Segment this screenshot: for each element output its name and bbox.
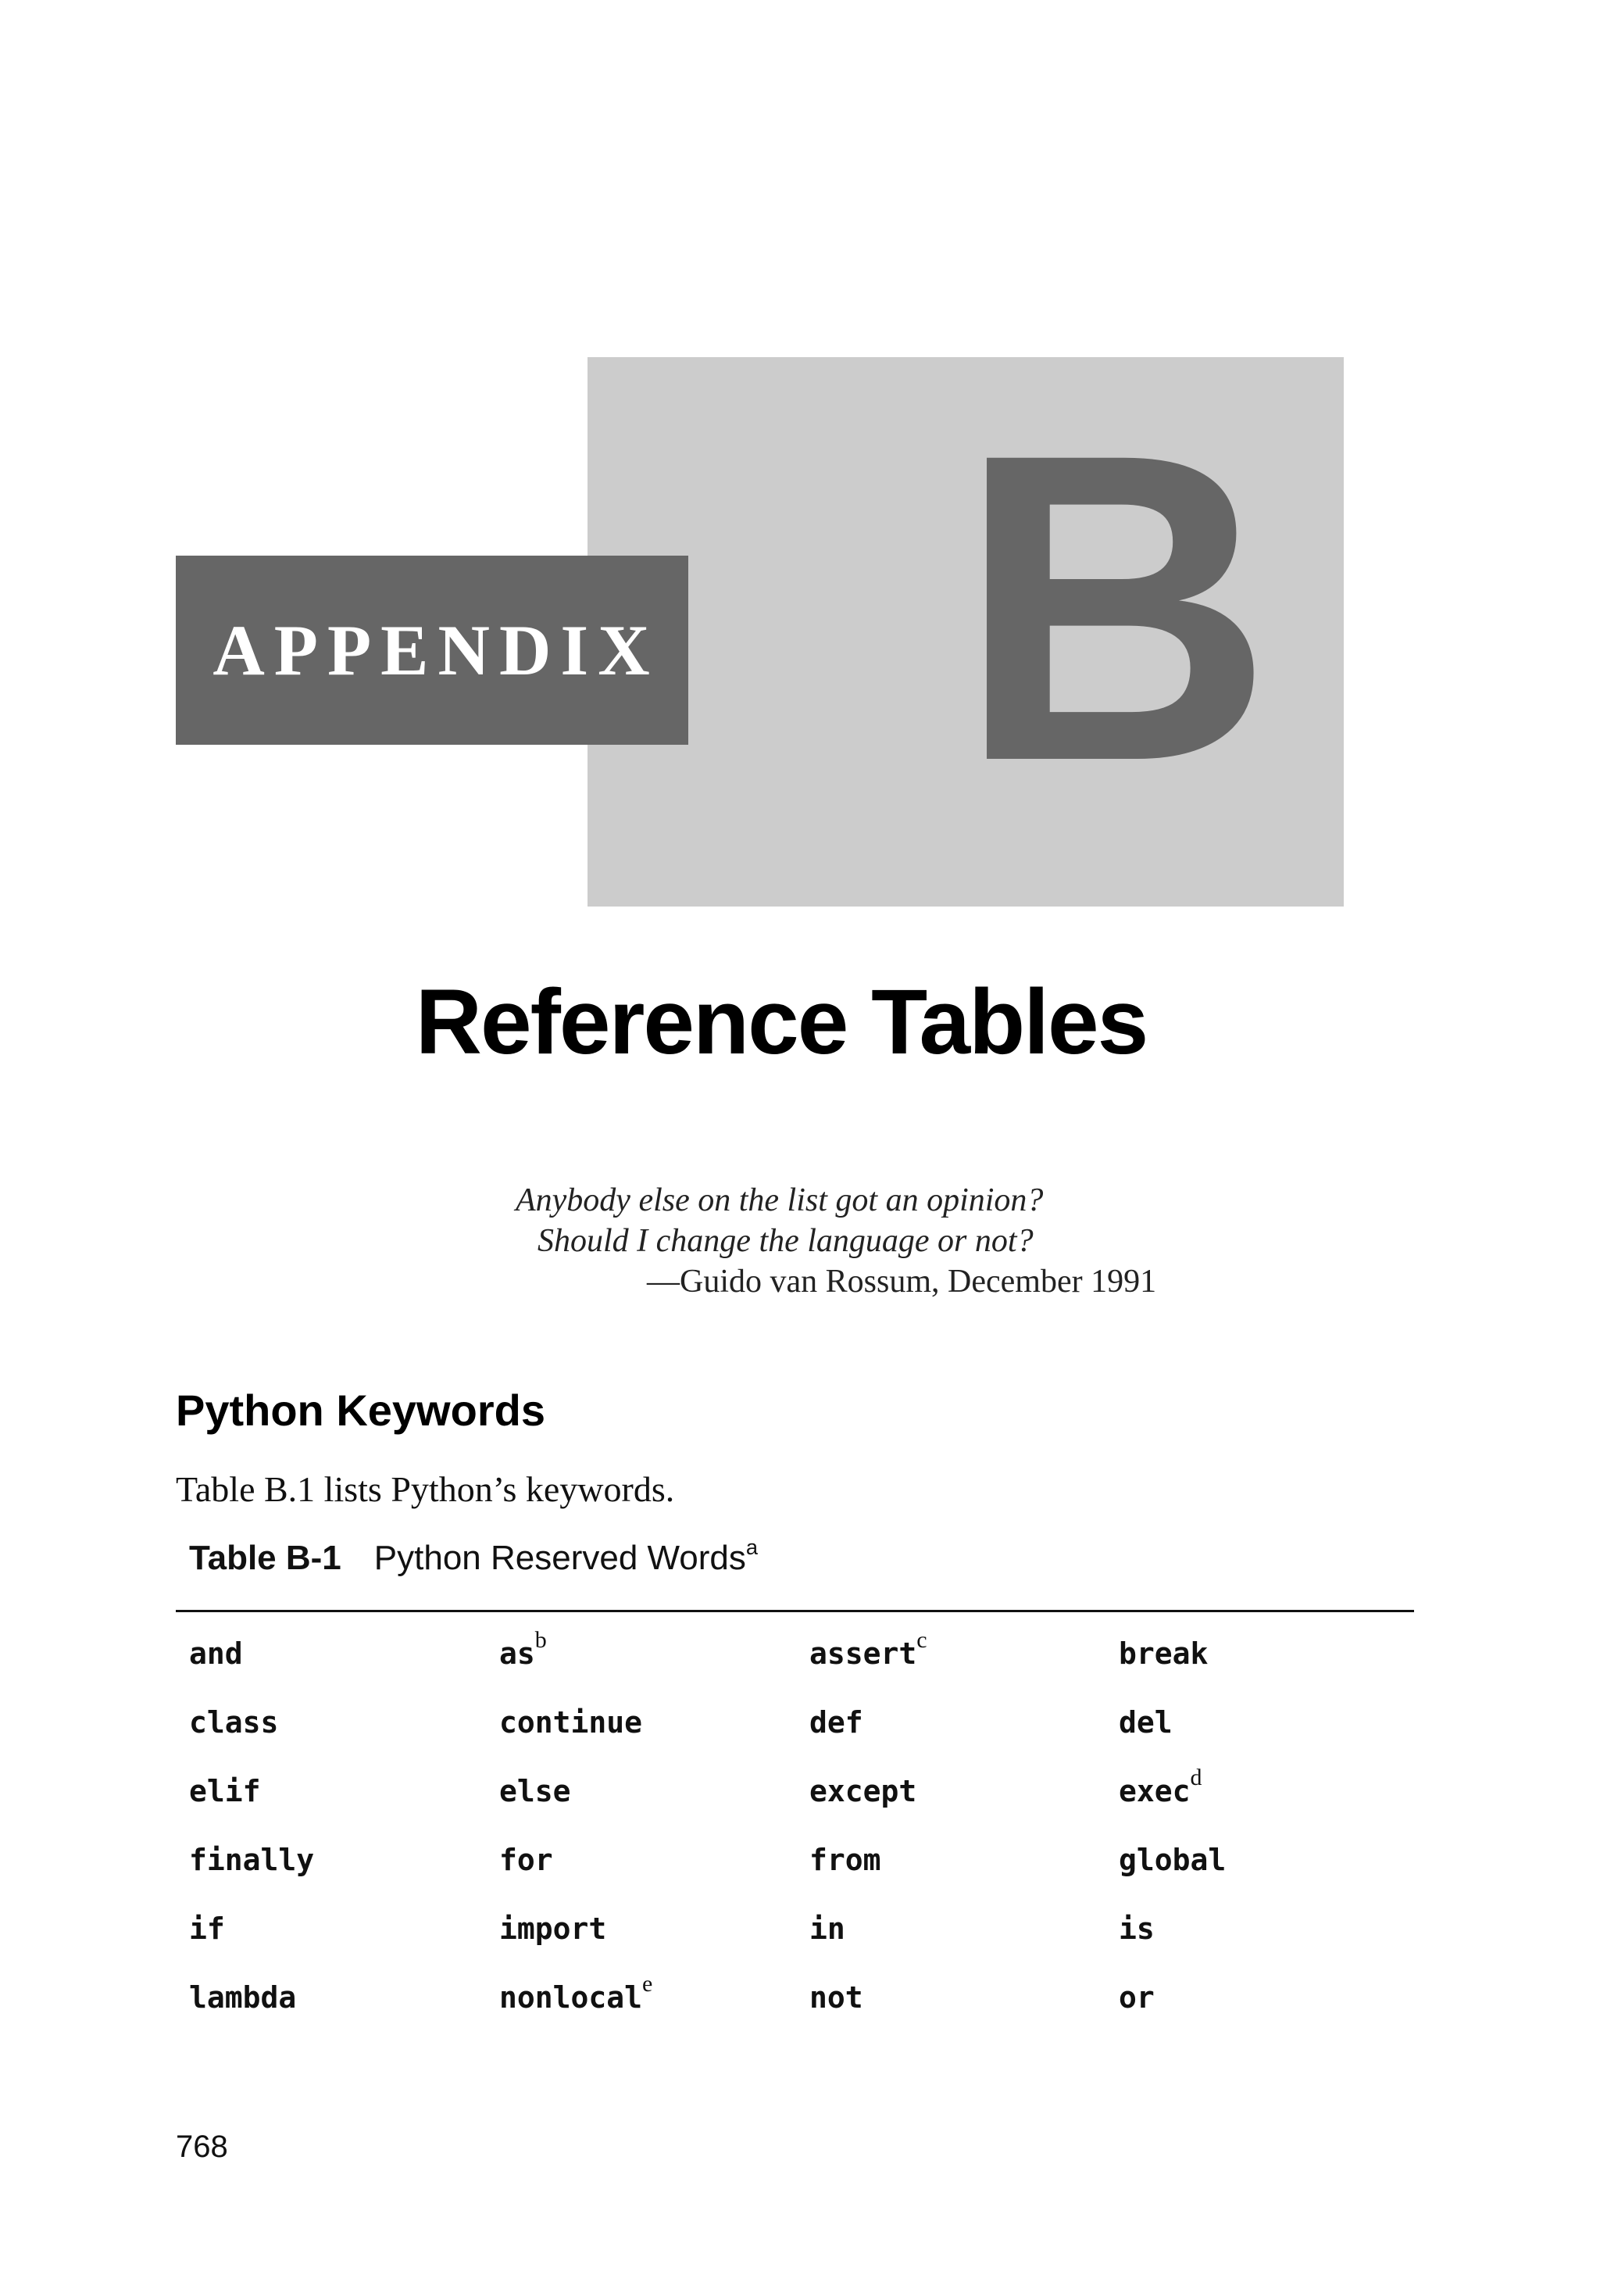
- table-row: [189, 1894, 1414, 1963]
- epigraph-line-2: Should I change the language or not?: [538, 1223, 1034, 1259]
- keyword: continue: [499, 1705, 643, 1740]
- table-cell: [809, 1688, 1119, 1757]
- keyword-footnote-marker: c: [916, 1627, 927, 1653]
- keyword: from: [809, 1843, 881, 1877]
- table-caption-title: Python Reserved Words: [373, 1539, 746, 1577]
- chapter-title: Reference Tables: [415, 971, 1148, 1074]
- appendix-label: APPENDIX: [212, 610, 659, 690]
- table-row: [189, 1757, 1414, 1826]
- keyword: def: [809, 1705, 863, 1740]
- page-number: 768: [176, 2130, 228, 2164]
- keyword: import: [499, 1912, 607, 1946]
- keyword: for: [499, 1843, 553, 1877]
- section-heading: Python Keywords: [176, 1386, 545, 1435]
- table-cell: [189, 1826, 499, 1894]
- table-cell: [189, 1688, 499, 1757]
- table-cell: [189, 1963, 499, 2032]
- keyword: class: [189, 1705, 279, 1740]
- keyword-footnote-marker: d: [1190, 1765, 1202, 1790]
- epigraph-line-1: Anybody else on the list got an opinion?: [516, 1182, 1044, 1218]
- keyword: and: [189, 1636, 243, 1671]
- table-cell: [1119, 1688, 1414, 1757]
- epigraph: [516, 1180, 1156, 1302]
- keyword: except: [809, 1774, 917, 1808]
- table-cell: [189, 1757, 499, 1826]
- table-row: [189, 1826, 1414, 1894]
- table-cell: [499, 1688, 809, 1757]
- keyword: if: [189, 1912, 225, 1946]
- table-cell: [809, 1757, 1119, 1826]
- keyword-footnote-marker: e: [642, 1971, 653, 1997]
- keyword: exec: [1119, 1774, 1191, 1808]
- table-cell: [499, 1826, 809, 1894]
- keyword: lambda: [189, 1980, 297, 2015]
- keyword: in: [809, 1912, 845, 1946]
- keyword: break: [1119, 1636, 1209, 1671]
- table-caption-footnote-marker: a: [745, 1534, 759, 1559]
- keyword: is: [1119, 1912, 1155, 1946]
- table-cell: [1119, 1894, 1414, 1963]
- keyword: global: [1119, 1843, 1227, 1877]
- keyword: nonlocal: [499, 1980, 643, 2015]
- table-cell: [1119, 1619, 1414, 1688]
- table-cell: [499, 1963, 809, 2032]
- table-cell: [499, 1894, 809, 1963]
- table-top-rule: [176, 1610, 1414, 1612]
- table-cell: [1119, 1826, 1414, 1894]
- keyword: assert: [809, 1636, 917, 1671]
- keyword: elif: [189, 1774, 261, 1808]
- table-cell: [499, 1619, 809, 1688]
- table-cell: [189, 1894, 499, 1963]
- keyword: as: [499, 1636, 535, 1671]
- table-row: [189, 1619, 1414, 1688]
- keyword: or: [1119, 1980, 1155, 2015]
- table-cell: [189, 1619, 499, 1688]
- table-row: [189, 1963, 1414, 2032]
- table-cell: [1119, 1757, 1414, 1826]
- table-cell: [809, 1894, 1119, 1963]
- appendix-letter: B: [957, 363, 1266, 852]
- keywords-table: [189, 1619, 1414, 2032]
- keyword: else: [499, 1774, 571, 1808]
- keyword: finally: [189, 1843, 315, 1877]
- keyword: del: [1119, 1705, 1173, 1740]
- appendix-label-box: [176, 556, 688, 745]
- keyword-footnote-marker: b: [534, 1627, 547, 1653]
- table-cell: [809, 1963, 1119, 2032]
- keyword: not: [809, 1980, 863, 2015]
- table-cell: [1119, 1963, 1414, 2032]
- table-cell: [499, 1757, 809, 1826]
- table-caption: [189, 1535, 758, 1582]
- section-body-text: Table B.1 lists Python’s keywords.: [176, 1469, 675, 1509]
- table-cell: [809, 1826, 1119, 1894]
- table-cell: [809, 1619, 1119, 1688]
- table-row: [189, 1688, 1414, 1757]
- table-caption-label: Table B-1: [189, 1539, 341, 1577]
- epigraph-attribution: —Guido van Rossum, December 1991: [647, 1264, 1157, 1300]
- appendix-letter-box: [588, 357, 1344, 907]
